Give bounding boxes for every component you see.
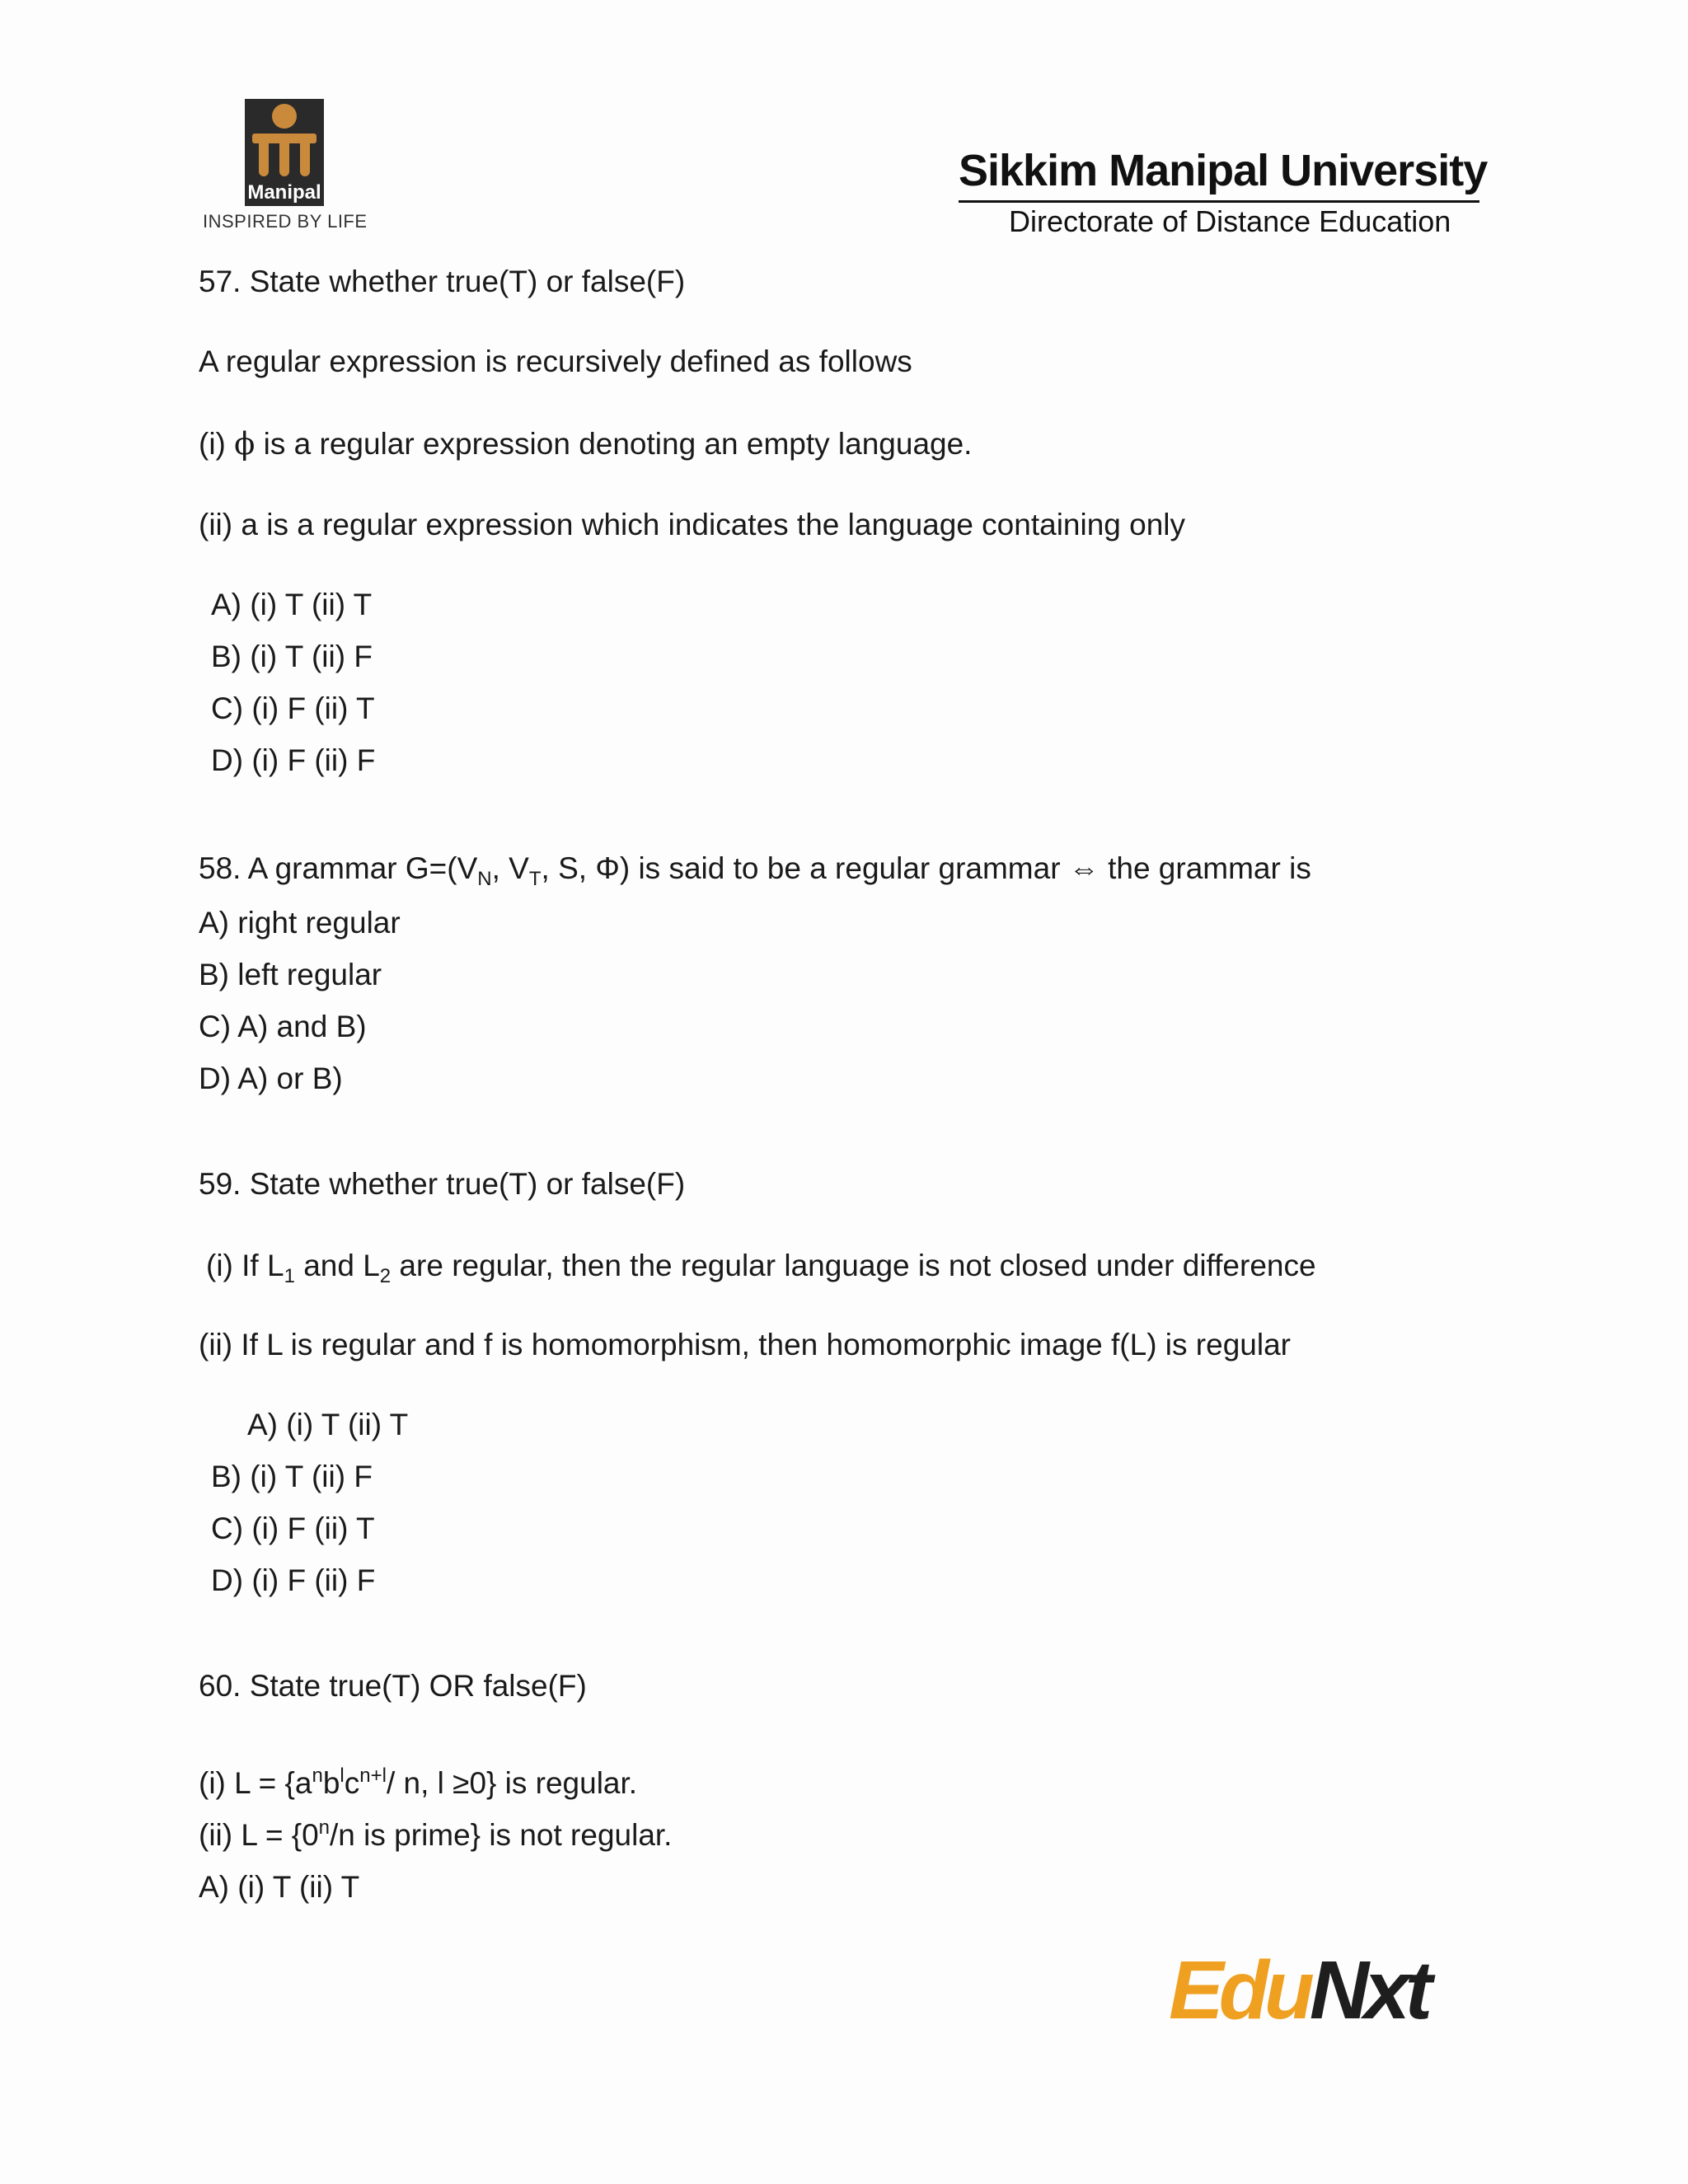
manipal-logo-word: Manipal <box>247 181 321 204</box>
q59-statement-1: (i) If $L_1$ and $L_2$ are regular, then the regular language is not closed under difference <box>206 1249 1316 1287</box>
directorate-subtitle: Directorate of Distance Education <box>1009 204 1451 238</box>
q58-question: 58. A grammar $G=(V_N$, $V_T$, S, Φ) is said to be a regular grammar ⇔ the grammar is <box>199 851 1311 890</box>
manipal-logo-emblem-leg <box>259 143 269 176</box>
manipal-logo-emblem-head <box>272 104 297 129</box>
q59-option-b: B) (i) T (ii) F <box>211 1460 373 1493</box>
q60-option-a: A) (i) T (ii) T <box>199 1870 360 1904</box>
manipal-logo-emblem-bar <box>252 134 316 143</box>
q57-option-a: A) (i) T (ii) T <box>211 588 373 621</box>
q57-intro: A regular expression is recursively defined as follows <box>199 344 912 378</box>
q59-option-d: D) (i) F (ii) F <box>211 1563 376 1597</box>
q57-question: 57. State whether true(T) or false(F) <box>199 265 686 298</box>
q57-statement-1: (i) ϕ is a regular expression denoting an empty language. <box>199 426 973 462</box>
q58-option-c: C) A) and B) <box>199 1010 367 1043</box>
q57-option-c: C) (i) F (ii) T <box>211 691 375 725</box>
q58-option-b: B) left regular <box>199 958 382 991</box>
q59-question: 59. State whether true(T) or false(F) <box>199 1167 686 1201</box>
manipal-logo-emblem-leg <box>300 143 310 176</box>
edunxt-logo: EduNxt <box>1169 1944 1428 2036</box>
header-divider <box>959 200 1479 203</box>
q58-option-a: A) right regular <box>199 906 401 940</box>
q60-statement-1: (i) $L = \{a^nb^lc^{n+l}/$ n, l ≥0} is regular. <box>199 1765 638 1800</box>
logo-tagline: INSPIRED BY LIFE <box>203 211 368 232</box>
q60-statement-2: (ii) $L = \{0^n/n$ is prime} is not regular. <box>199 1816 673 1852</box>
q57-option-d: D) (i) F (ii) F <box>211 743 376 777</box>
q59-option-a: A) (i) T (ii) T <box>247 1408 409 1441</box>
q58-option-d: D) A) or B) <box>199 1062 343 1095</box>
q57-option-b: B) (i) T (ii) F <box>211 640 373 673</box>
university-title: Sikkim Manipal University <box>959 146 1488 195</box>
q57-statement-2: (ii) a is a regular expression which indicates the language containing only <box>199 508 1186 541</box>
manipal-logo-emblem-leg <box>279 143 289 176</box>
q59-option-c: C) (i) F (ii) T <box>211 1511 375 1545</box>
q60-question: 60. State true(T) OR false(F) <box>199 1669 587 1703</box>
q59-statement-2: (ii) If L is regular and f is homomorphism, then homomorphic image f(L) is regular <box>199 1328 1291 1361</box>
